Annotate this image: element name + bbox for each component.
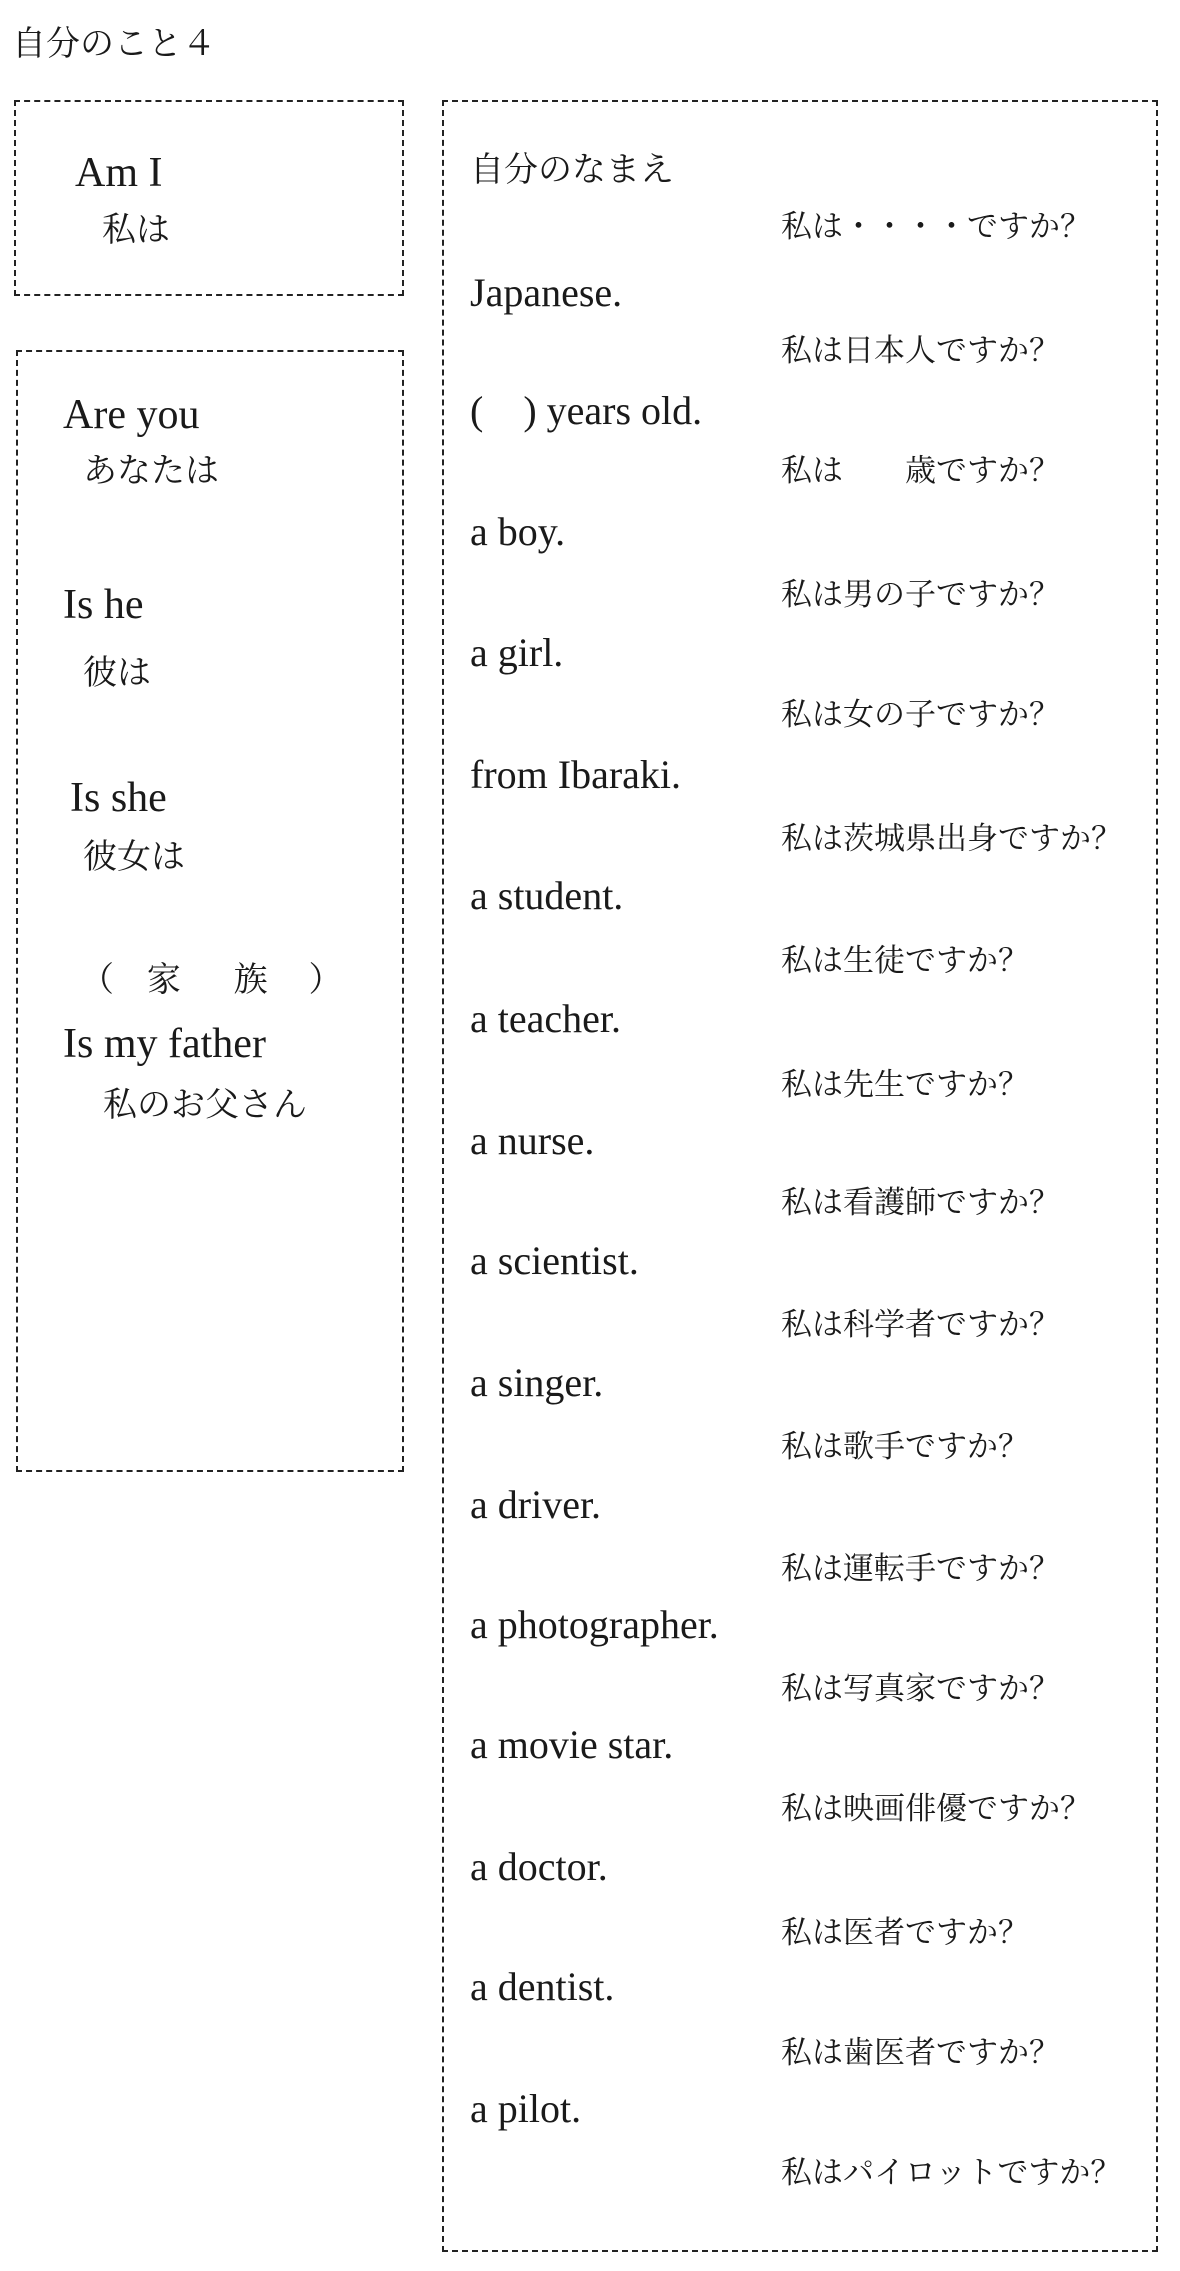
entry-japanese: 私は看護師ですか？ [781, 1185, 1060, 1221]
entry-english: a photographer. [470, 1602, 719, 1647]
entry-japanese: 私は茨城県出身ですか？ [781, 821, 1122, 857]
family-close-paren: ） [308, 960, 343, 1000]
entry-english: a movie star. [470, 1722, 674, 1767]
entry-japanese: 私は 歳ですか？ [781, 453, 1060, 489]
family-char-2: 族 [233, 960, 268, 1000]
entry-english: ( ) years old. [470, 388, 703, 433]
entry-english: a driver. [470, 1482, 602, 1527]
entry-english: a teacher. [470, 996, 621, 1041]
others-english-2: Is she [70, 775, 167, 821]
entry-japanese: 私は映画俳優ですか？ [781, 1791, 1091, 1827]
page-title: 自分のこと４ [12, 24, 216, 64]
entry-english: a boy. [470, 509, 566, 554]
others-english-1: Is he [63, 582, 144, 628]
family-label [80, 958, 342, 1002]
main-header-question: 私は・・・・ですか？ [781, 209, 1091, 245]
entry-english: a doctor. [470, 1844, 608, 1889]
entry-japanese: 私は女の子ですか？ [781, 697, 1060, 733]
entry-japanese: 私は歯医者ですか？ [781, 2035, 1060, 2071]
family-open-paren: （ [80, 960, 114, 1000]
entry-english: a nurse. [470, 1118, 595, 1163]
others-japanese-0: あなたは [83, 451, 219, 491]
others-japanese-1: 彼は [83, 653, 151, 693]
entry-japanese: 私は歌手ですか？ [781, 1429, 1029, 1465]
entry-english: a girl. [470, 630, 564, 675]
others-english-0: Are you [63, 392, 200, 438]
entry-japanese: 私は運転手ですか？ [781, 1551, 1060, 1587]
entry-english: Japanese. [470, 270, 623, 315]
family-japanese: 私のお父さん [103, 1085, 307, 1125]
entry-japanese: 私は医者ですか？ [781, 1915, 1029, 1951]
entry-english: from Ibaraki. [470, 752, 682, 797]
main-header: 自分のなまえ [470, 150, 674, 190]
subject-box [14, 100, 404, 296]
entry-japanese: 私は写真家ですか？ [781, 1671, 1060, 1707]
family-english: Is my father [63, 1021, 266, 1067]
entry-japanese: 私は生徒ですか？ [781, 943, 1029, 979]
others-box [16, 350, 404, 1472]
others-japanese-2: 彼女は [83, 837, 185, 877]
entry-japanese: 私はパイロットですか？ [781, 2155, 1122, 2191]
entry-japanese: 私は先生ですか？ [781, 1067, 1029, 1103]
entry-english: a singer. [470, 1360, 604, 1405]
entry-english: a dentist. [470, 1964, 615, 2009]
entry-japanese: 私は科学者ですか？ [781, 1307, 1060, 1343]
entry-japanese: 私は男の子ですか？ [781, 577, 1060, 613]
subject-japanese: 私は [102, 210, 170, 250]
entry-english: a scientist. [470, 1238, 639, 1283]
entry-japanese: 私は日本人ですか？ [781, 333, 1060, 369]
family-char-1: 家 [146, 960, 181, 1000]
subject-english: Am I [75, 150, 163, 196]
entry-english: a student. [470, 873, 624, 918]
entry-english: a pilot. [470, 2086, 582, 2131]
